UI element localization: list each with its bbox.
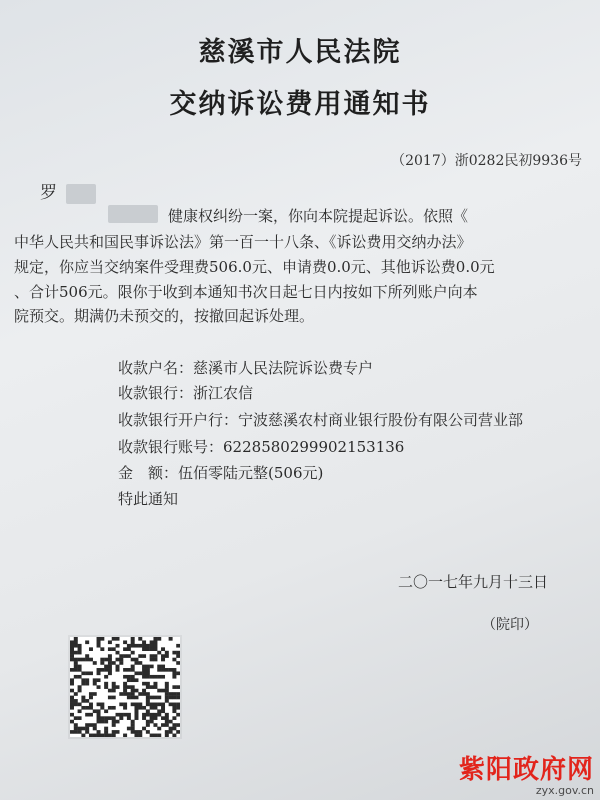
closing-text: 特此通知 [118,490,179,508]
addressee-name: 罗 [40,183,57,203]
qr-code-icon [70,637,180,737]
account-value: 6228580299902153136 [223,438,405,456]
account-row [118,436,404,457]
watermark-domain: zyx.gov.cn [535,784,594,797]
redacted-name-block [66,184,96,204]
body-line-5: 院预交。期满仍未预交的，按撤回起诉处理。 [14,307,315,325]
watermark-site-name: 紫阳政府网 [458,755,594,785]
amount-row [118,462,323,483]
amount-label: 金 额： [118,464,179,482]
payee-value: 慈溪市人民法院诉讼费专户 [193,359,374,377]
issue-date: 二〇一七年九月十三日 [397,573,548,591]
branch-label: 收款银行开户行： [118,411,239,429]
site-watermark [459,757,594,797]
branch-row [118,409,523,430]
addressee-line [40,178,96,204]
amount-value: 伍佰零陆元整(506元) [178,464,324,482]
court-seal-note: （院印） [482,617,538,633]
redacted-name-block-2 [108,205,158,223]
body-line-3: 规定，你应当交纳案件受理费506.0元、申请费0.0元、其他诉讼费0.0元 [14,258,495,276]
case-number: （2017）浙0282民初9936号 [391,153,582,169]
qr-code-graphic [70,637,180,737]
bank-value: 浙江农信 [193,384,254,402]
body-line-1: 健康权纠纷一案，你向本院提起诉讼。依照《 [168,207,469,225]
bank-label: 收款银行： [118,384,194,402]
payee-label: 收款户名： [118,359,194,377]
account-label: 收款银行账号： [118,438,224,456]
body-line-2: 中华人民共和国民事诉讼法》第一百一十八条、《诉讼费用交纳办法》 [14,233,472,251]
branch-value: 宁波慈溪农村商业银行股份有限公司营业部 [238,411,524,429]
body-line-4: 、合计506元。限你于收到本通知书次日起七日内按如下所列账户向本 [14,283,478,301]
court-name-title: 慈溪市人民法院 [198,37,402,68]
document-title: 交纳诉讼费用通知书 [169,89,431,120]
payee-row [118,357,373,378]
bank-row [118,382,253,403]
